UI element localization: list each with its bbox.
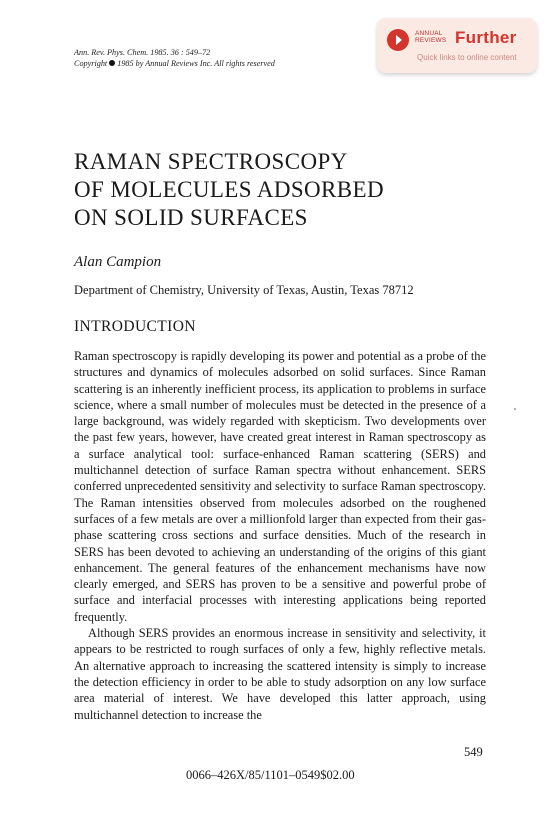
- article-code: 0066–426X/85/1101–0549$02.00: [186, 768, 355, 782]
- further-word: Further: [455, 28, 517, 47]
- article-title: [74, 148, 384, 232]
- body-paragraph: Raman spectroscopy is rapidly developing its power and potential as a probe of the structures and dynamics of molecules adsorbed on solid surfaces. Since Raman scattering is an inherently inefficient process, its application to problems in surface science, where a small number of molecules must be detected in the presence of a large background, was widely regarded with skepticism. Two developments over the past few years, however, have created great interest in Raman spectroscopy as a surface analytical tool: surface-enhanced Raman scattering (SERS) and multichannel detection of surface Raman spectra without enhancement. SERS conferred unprecedented sensitivity and selectivity to surface Raman spectroscopy. The Raman intensities observed from molecules adsorbed on the roughened surfaces of a few metals are over a millionfold larger than expected from their gas-phase scattering cross sections and surface densities. Much of the research in SERS has been devoted to achieving an understanding of the origins of this giant enhancement. The general features of the enhancement mechanisms have now clearly emerged, and SERS has proven to be a sensitive and powerful probe of surface and interfacial processes with interesting applications being reported frequently.: [74, 349, 486, 624]
- page-number: 549: [464, 745, 483, 759]
- title-line: RAMAN SPECTROSCOPY: [74, 149, 348, 174]
- citation-line-1: Ann. Rev. Phys. Chem. 1985. 36 : 549–72: [74, 48, 211, 57]
- article-body: [74, 348, 486, 723]
- title-line: ON SOLID SURFACES: [74, 205, 308, 230]
- author-affiliation: Department of Chemistry, University of Texas, Austin, Texas 78712: [74, 283, 414, 297]
- journal-citation: [74, 48, 275, 69]
- margin-dot: [514, 408, 516, 410]
- logo-reviews-text: REVIEWS: [415, 37, 447, 44]
- copyright-label: Copyright: [74, 58, 108, 68]
- citation-line-2: [74, 59, 275, 70]
- play-circle-icon: [387, 29, 409, 51]
- body-paragraph: Although SERS provides an enormous increase in sensitivity and selectivity, it appears to be restricted to rough surfaces of only a few, highly reflective metals. An alternative approach to increasing the scattered intensity is simply to increase the detection efficiency in order to be able to study adsorption on any low surface area material of interest. We have developed this latter approach, using multichannel detection to increase the: [74, 626, 486, 722]
- title-line: OF MOLECULES ADSORBED: [74, 177, 384, 202]
- copyright-text: 1985 by Annual Reviews Inc. All rights reserved: [117, 58, 275, 68]
- section-heading: INTRODUCTION: [74, 318, 196, 335]
- further-links-badge[interactable]: [377, 18, 537, 73]
- further-tagline: Quick links to online content: [417, 53, 517, 62]
- annual-reviews-logo: [415, 30, 446, 44]
- author-name: Alan Campion: [74, 254, 162, 270]
- logo-annual-text: ANNUAL: [415, 30, 443, 37]
- copyright-dot-icon: [109, 60, 115, 66]
